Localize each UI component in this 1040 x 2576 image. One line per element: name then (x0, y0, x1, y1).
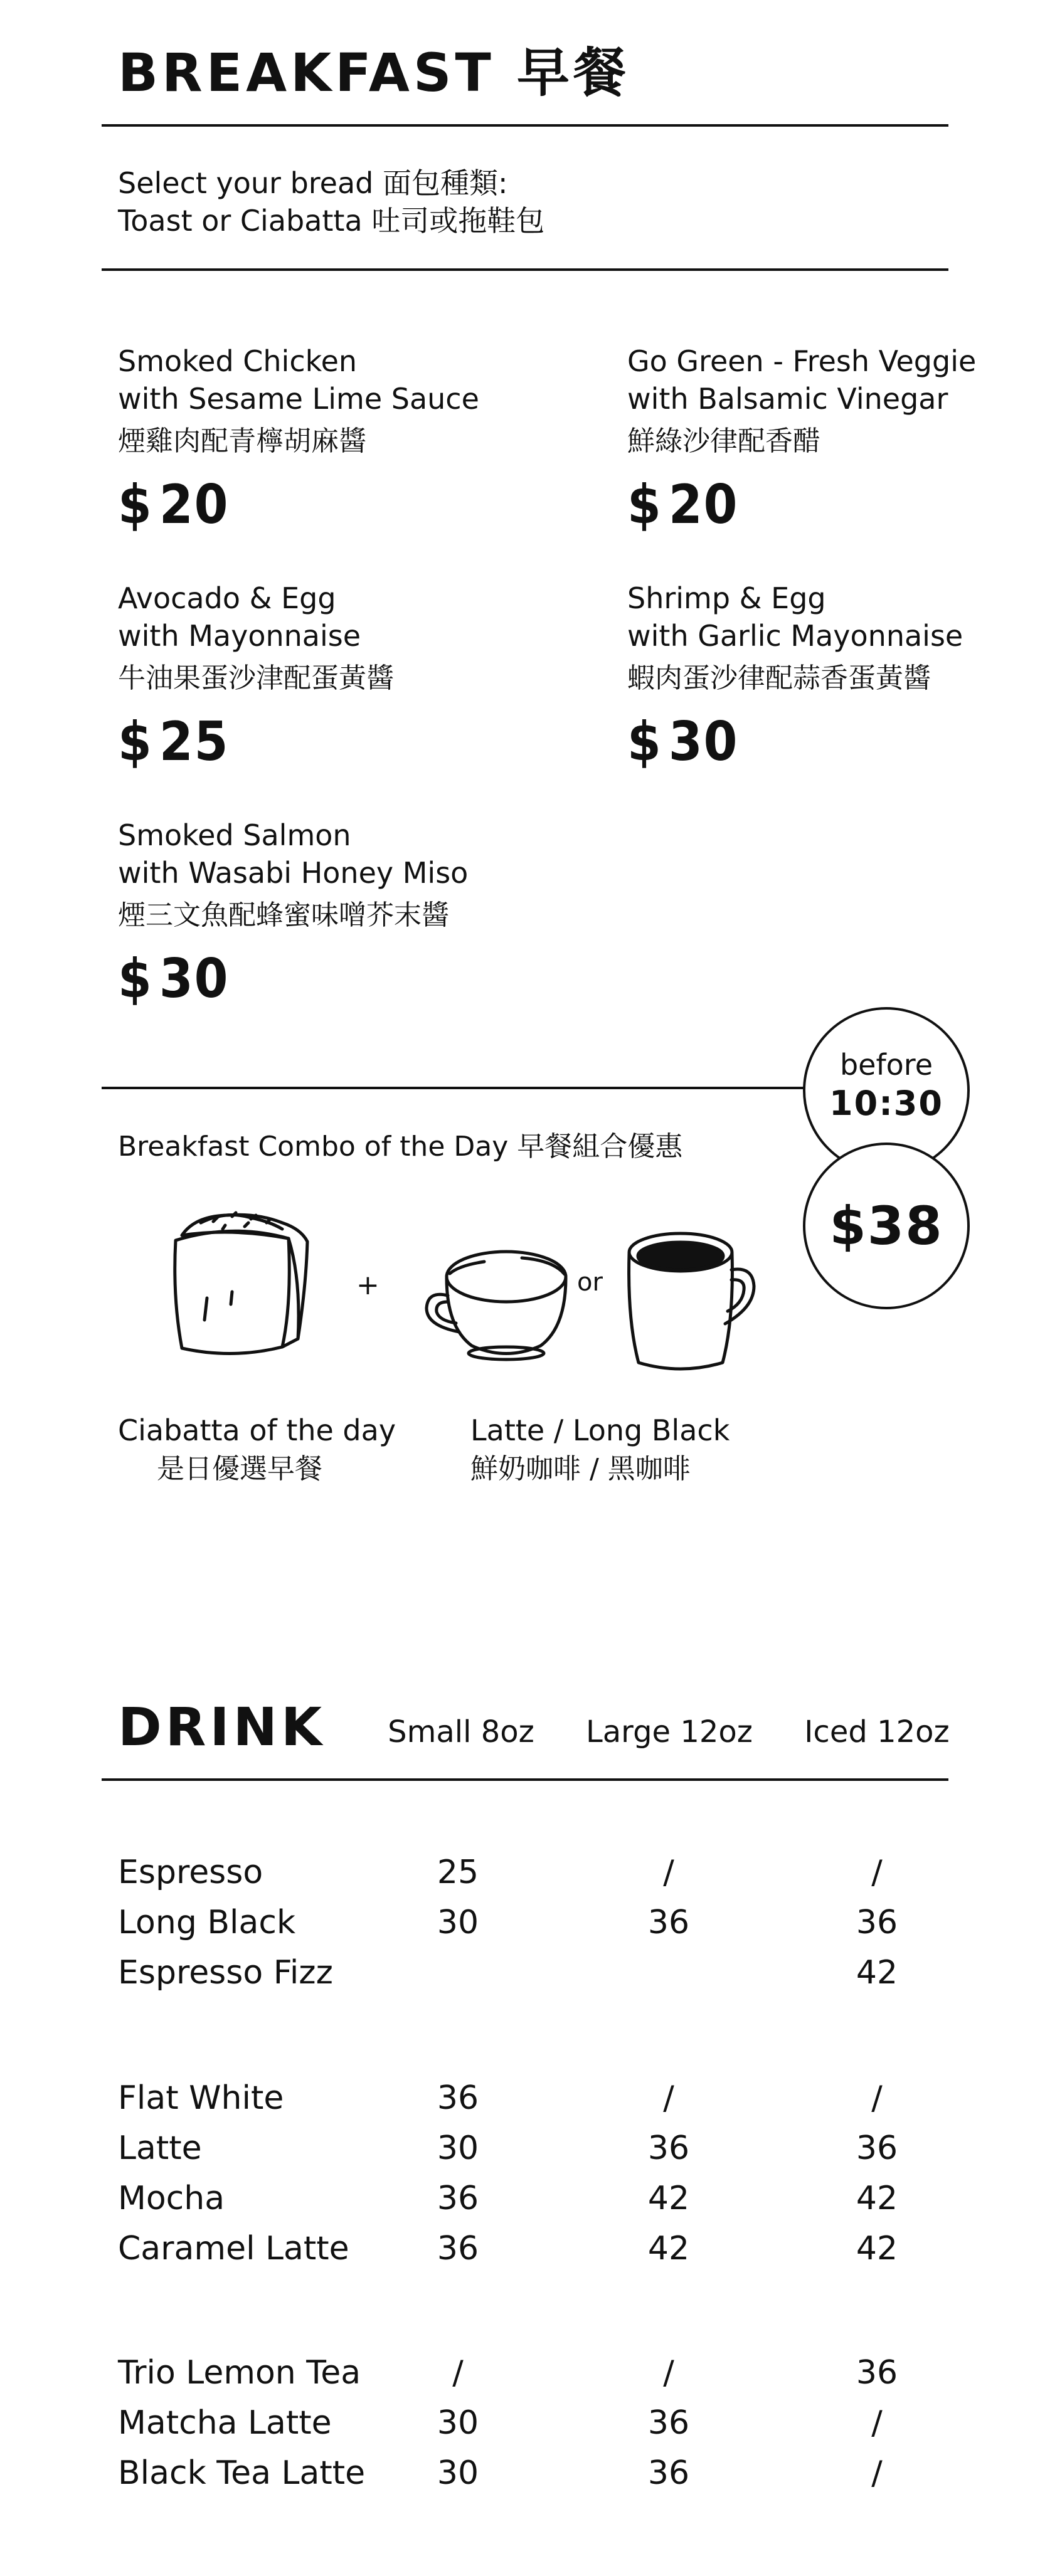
item-price (627, 473, 976, 536)
menu-item (118, 816, 469, 1010)
item-name-line-2: with Wasabi Honey Miso (118, 856, 469, 890)
drink-small-price: 25 (437, 1854, 479, 1891)
item-chinese-name: 蝦肉蛋沙律配蒜香蛋黃醬 (627, 662, 931, 694)
combo-left-label: Ciabatta of the day (118, 1413, 396, 1447)
item-price (118, 948, 468, 1010)
item-name-line-1: Go Green - Fresh Veggie (627, 344, 977, 378)
drink-small-price: 30 (437, 2404, 479, 2442)
item-name-line-1: Avocado & Egg (118, 581, 336, 615)
currency-symbol: $ (627, 710, 662, 773)
menu-item (118, 342, 479, 536)
drink-large-price: / (663, 1854, 674, 1891)
drink-row (0, 2448, 1040, 2498)
combo-or: or (577, 1268, 603, 1297)
combo-left-chinese: 是日優選早餐 (157, 1453, 322, 1485)
item-name-line-2: with Garlic Mayonnaise (627, 619, 963, 653)
drink-name: Caramel Latte (118, 2230, 349, 2267)
item-price (118, 710, 394, 773)
drink-small-price: / (452, 2354, 464, 2392)
price-value: 20 (668, 473, 739, 536)
combo-divider (102, 1087, 813, 1089)
item-price (118, 473, 479, 536)
drink-small-price: 30 (437, 1904, 479, 1941)
bread-divider (102, 268, 948, 271)
drink-large-price: / (663, 2079, 674, 2117)
drink-name: Latte (118, 2130, 202, 2167)
drink-iced-price: 42 (856, 1954, 898, 1992)
item-name-line-1: Smoked Chicken (118, 344, 358, 378)
price-value: 30 (159, 948, 230, 1010)
drink-name: Long Black (118, 1904, 296, 1941)
drink-small-price: 30 (437, 2454, 479, 2492)
menu-item (118, 579, 394, 773)
drink-row (0, 2123, 1040, 2173)
combo-right-label: Latte / Long Black (470, 1413, 730, 1447)
drink-large-price: 36 (647, 1904, 690, 1941)
breakfast-title-divider (102, 124, 948, 127)
drink-large-price: 36 (647, 2404, 690, 2442)
menu-item (627, 579, 963, 773)
drink-name: Flat White (118, 2079, 284, 2117)
currency-symbol: $ (118, 473, 153, 536)
currency-symbol: $ (118, 710, 153, 773)
currency-symbol: $ (118, 948, 153, 1010)
drink-iced-price: 42 (856, 2180, 898, 2217)
drink-large-price: 42 (647, 2230, 690, 2267)
combo-plus: + (356, 1269, 379, 1301)
drink-name: Espresso Fizz (118, 1954, 333, 1992)
combo-title: Breakfast Combo of the Day 早餐組合優惠 (118, 1131, 683, 1163)
price-value: 30 (668, 710, 739, 773)
drink-name: Espresso (118, 1854, 263, 1891)
price-value: 20 (159, 473, 230, 536)
breakfast-title: BREAKFAST 早餐 (118, 42, 630, 103)
drink-row (0, 1847, 1040, 1898)
size-header-small: Small 8oz (388, 1714, 534, 1750)
drink-large-price: 36 (647, 2130, 690, 2167)
drink-title-divider (102, 1778, 948, 1781)
drink-name: Trio Lemon Tea (118, 2354, 361, 2392)
drink-small-price: 36 (437, 2079, 479, 2117)
combo-price-circle (803, 1143, 970, 1309)
drink-large-price: 36 (647, 2454, 690, 2492)
drink-small-price: 30 (437, 2130, 479, 2167)
item-name-line-1: Shrimp & Egg (627, 581, 826, 615)
combo-right-chinese: 鮮奶咖啡 / 黑咖啡 (470, 1453, 691, 1485)
drink-row (0, 2173, 1040, 2224)
drink-name: Mocha (118, 2180, 225, 2217)
item-chinese-name: 牛油果蛋沙津配蛋黃醬 (118, 662, 394, 694)
bread-line-1: Select your bread 面包種類: (118, 166, 508, 200)
drink-iced-price: 36 (856, 2354, 898, 2392)
latte-cup-icon (422, 1239, 585, 1365)
drink-row (0, 2073, 1040, 2123)
currency-symbol: $ (627, 473, 662, 536)
menu-item (627, 342, 977, 536)
combo-ciabatta (118, 1411, 396, 1489)
drink-iced-price: / (871, 2454, 883, 2492)
item-name-line-2: with Sesame Lime Sauce (118, 382, 479, 416)
combo-coffee (470, 1411, 730, 1489)
before-time: 10:30 (829, 1084, 943, 1123)
drink-small-price: 36 (437, 2180, 479, 2217)
drink-large-price: 42 (647, 2180, 690, 2217)
item-chinese-name: 煙三文魚配蜂蜜味噌芥末醬 (118, 899, 449, 931)
drink-small-price: 36 (437, 2230, 479, 2267)
drink-row (0, 2398, 1040, 2448)
drink-title: DRINK (118, 1696, 326, 1758)
drink-iced-price: 36 (856, 1904, 898, 1941)
drink-row (0, 2224, 1040, 2274)
drink-iced-price: / (871, 1854, 883, 1891)
drink-row (0, 1948, 1040, 1998)
item-name-line-2: with Balsamic Vinegar (627, 382, 948, 416)
drink-iced-price: / (871, 2079, 883, 2117)
price-value: 25 (159, 710, 230, 773)
drink-row (0, 1898, 1040, 1948)
black-coffee-mug-icon (621, 1226, 759, 1376)
drink-iced-price: 42 (856, 2230, 898, 2267)
item-price (627, 710, 963, 773)
drink-row (0, 2348, 1040, 2398)
drink-iced-price: / (871, 2404, 883, 2442)
item-chinese-name: 煙雞肉配青檸胡麻醬 (118, 425, 366, 457)
drink-name: Matcha Latte (118, 2404, 332, 2442)
bread-selection (118, 164, 544, 240)
before-label: before (839, 1048, 933, 1082)
bread-line-2: Toast or Ciabatta 吐司或拖鞋包 (118, 204, 545, 238)
drink-iced-price: 36 (856, 2130, 898, 2167)
drink-name: Black Tea Latte (118, 2454, 366, 2492)
sandwich-icon (157, 1204, 332, 1361)
item-chinese-name: 鮮綠沙律配香醋 (627, 425, 820, 457)
drink-large-price: / (663, 2354, 674, 2392)
combo-price: $38 (829, 1195, 943, 1257)
size-header-iced: Iced 12oz (804, 1714, 950, 1750)
item-name-line-2: with Mayonnaise (118, 619, 361, 653)
size-header-large: Large 12oz (586, 1714, 753, 1750)
item-name-line-1: Smoked Salmon (118, 818, 351, 852)
